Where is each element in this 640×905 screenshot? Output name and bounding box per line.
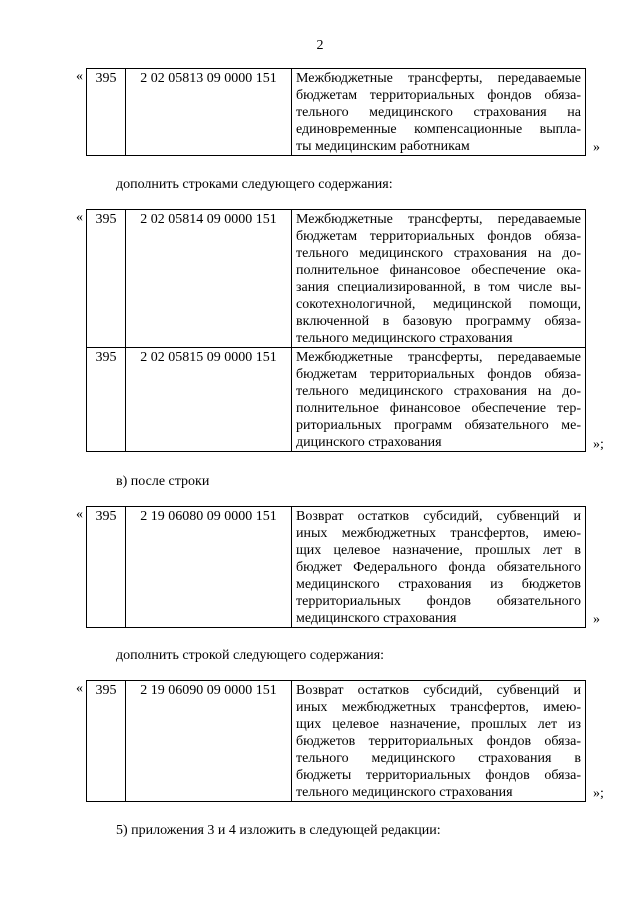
quote-close: » xyxy=(593,612,600,627)
code-cell: 395 xyxy=(87,681,126,802)
description-line: Межбюджетные трансферты, передаваемые xyxy=(296,212,581,227)
paragraph: дополнить строкой следующего содержания: xyxy=(116,648,385,663)
table-row xyxy=(87,210,586,348)
table-block-2 xyxy=(86,209,586,452)
code-cell: 395 xyxy=(87,507,126,628)
code-cell: 395 xyxy=(87,69,126,156)
description-line: риториальных программ обязательного ме- xyxy=(296,418,581,433)
description-line: тельного медицинского страхования на xyxy=(296,105,581,120)
quote-close: »; xyxy=(593,786,604,801)
kbk-cell: 2 02 05813 09 0000 151 xyxy=(126,69,292,156)
description-line: полнительное финансовое обеспечение ока- xyxy=(296,263,581,278)
description-line: медицинского страхования из бюджетов xyxy=(296,577,581,592)
description-line: единовременные компенсационные выпла- xyxy=(296,122,581,137)
table-row xyxy=(87,507,586,628)
kbk-cell: 2 02 05815 09 0000 151 xyxy=(126,348,292,452)
description-line: Возврат остатков субсидий, субвенций и xyxy=(296,509,581,524)
quote-open: « xyxy=(76,69,83,84)
table-block-3 xyxy=(86,506,586,628)
description-line: бюджет Федерального фонда обязательного xyxy=(296,560,581,575)
description-line: Межбюджетные трансферты, передаваемые xyxy=(296,71,581,86)
description-line: ты медицинским работникам xyxy=(296,139,470,154)
description-line: тельного медицинского страхования на до- xyxy=(296,246,581,261)
description-line: медицинского страхования xyxy=(296,611,457,626)
quote-open: « xyxy=(76,681,83,696)
description-line: зания специализированной, в том числе вы- xyxy=(296,280,581,295)
table-row xyxy=(87,681,586,802)
table-block-4 xyxy=(86,680,586,802)
quote-close: »; xyxy=(593,437,604,452)
paragraph: в) после строки xyxy=(116,474,210,489)
kbk-cell: 2 19 06090 09 0000 151 xyxy=(126,681,292,802)
kbk-cell: 2 19 06080 09 0000 151 xyxy=(126,507,292,628)
description-line: бюджетам территориальных фондов обяза- xyxy=(296,367,581,382)
table-block-1 xyxy=(86,68,586,156)
quote-close: » xyxy=(593,140,600,155)
description-line: иных межбюджетных трансфертов, имею- xyxy=(296,700,581,715)
table-row xyxy=(87,348,586,452)
description-line: тельного медицинского страхования xyxy=(296,331,513,346)
description-line: бюджетам территориальных фондов обяза- xyxy=(296,229,581,244)
description-line: Межбюджетные трансферты, передаваемые xyxy=(296,350,581,365)
kbk-cell: 2 02 05814 09 0000 151 xyxy=(126,210,292,348)
page-number: 2 xyxy=(316,38,324,53)
quote-open: « xyxy=(76,507,83,522)
description-line: тельного медицинского страхования xyxy=(296,785,513,800)
code-cell: 395 xyxy=(87,348,126,452)
description-line: включенной в базовую программу обяза- xyxy=(296,314,581,329)
table-row xyxy=(87,69,586,156)
paragraph: 5) приложения 3 и 4 изложить в следующей редакции: xyxy=(116,823,441,838)
code-cell: 395 xyxy=(87,210,126,348)
description-cell xyxy=(292,348,586,452)
description-line: сокотехнологичной, медицинской помощи, xyxy=(296,297,581,312)
description-line: бюджетам территориальных фондов обяза- xyxy=(296,88,581,103)
description-line: полнительное финансовое обеспечение тер- xyxy=(296,401,581,416)
description-line: Возврат остатков субсидий, субвенций и xyxy=(296,683,581,698)
description-cell xyxy=(292,681,586,802)
quote-open: « xyxy=(76,210,83,225)
description-line: иных межбюджетных трансфертов, имею- xyxy=(296,526,581,541)
description-line: бюджетов территориальных фондов обяза- xyxy=(296,734,581,749)
description-line: бюджеты территориальных фондов обяза- xyxy=(296,768,581,783)
description-line: щих целевое назначение, прошлых лет в xyxy=(296,543,581,558)
description-cell xyxy=(292,210,586,348)
description-line: щих целевое назначение, прошлых лет из xyxy=(296,717,581,732)
description-line: тельного медицинского страхования в xyxy=(296,751,581,766)
description-line: тельного медицинского страхования на до- xyxy=(296,384,581,399)
description-line: дицинского страхования xyxy=(296,435,442,450)
paragraph: дополнить строками следующего содержания: xyxy=(116,177,393,192)
description-line: территориальных фондов обязательного xyxy=(296,594,581,609)
description-cell xyxy=(292,69,586,156)
description-cell xyxy=(292,507,586,628)
